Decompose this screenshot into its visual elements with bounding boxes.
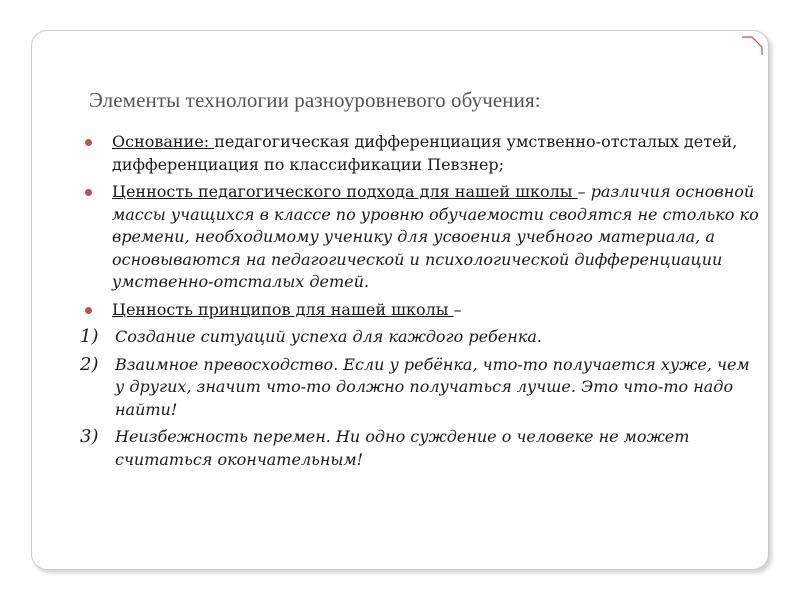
bullet-pedagogical-dash: – xyxy=(577,182,591,201)
bullet-pedagogical-value xyxy=(80,181,760,294)
bullet-principles-value xyxy=(80,299,760,322)
numbered-item-3 xyxy=(80,426,760,471)
bullet-pedagogical-text: различия основной массы учащихся в классе по уровню обучаемости сводятся не столько ко времени, необходимому ученику для усвоения учебного материала, а основываются на педагогической и психологической дифференциации умственно-отсталых детей. xyxy=(112,182,759,291)
bullet-basis-heading: Основание: xyxy=(112,132,215,151)
bullet-basis-text: педагогическая дифференциация умственно-отсталых детей, дифференциация по классификации Певзнер; xyxy=(112,132,738,174)
numbered-item-text: Взаимное превосходство. Если у ребёнка, что-то получается хуже, чем у других, значит что-то должно получаться лучше. Это что-то надо найти! xyxy=(115,354,750,419)
numbered-item-2 xyxy=(80,354,760,422)
numbered-item-number: 1) xyxy=(80,326,99,347)
bullet-pedagogical-heading: Ценность педагогического подхода для нашей школы xyxy=(112,182,578,201)
numbered-item-number: 3) xyxy=(80,426,99,447)
bullet-icon xyxy=(85,189,92,196)
slide-title: Элементы технологии разноуровневого обучения: xyxy=(89,88,541,112)
slide-content xyxy=(80,131,760,476)
numbered-item-number: 2) xyxy=(80,353,99,375)
bullet-icon xyxy=(85,139,92,146)
numbered-item-text: Неизбежность перемен. Ни одно суждение о человеке не может считаться окончательным! xyxy=(115,427,690,469)
bullet-principles-dash: – xyxy=(453,299,462,319)
bullet-icon xyxy=(85,307,92,314)
slide-corner-decoration xyxy=(738,31,768,59)
bullet-basis xyxy=(80,131,760,176)
numbered-item-text: Создание ситуаций успеха для каждого ребенка. xyxy=(115,327,542,346)
bullet-principles-heading: Ценность принципов для нашей школы xyxy=(112,299,454,319)
numbered-item-1 xyxy=(80,326,760,349)
